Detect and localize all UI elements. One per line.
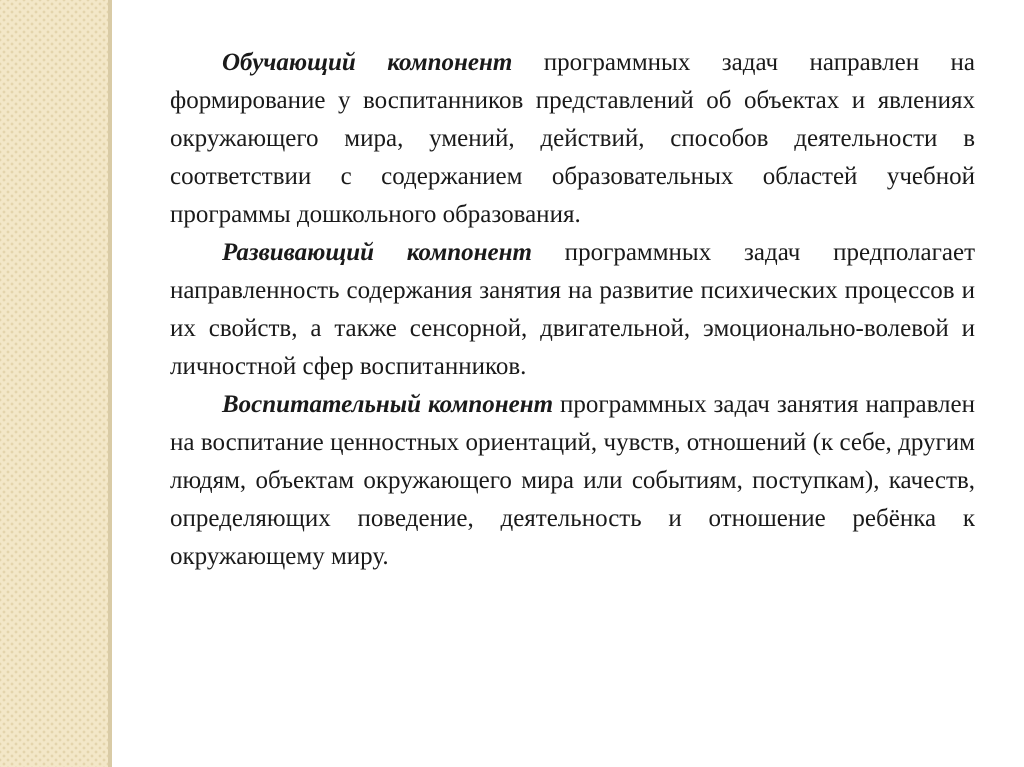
paragraph-text: программных задач предполагает направленность содержания занятия на развитие психических процессов и их свойств, а также сенсорной, двигательной, эмоционально-волевой и личностной сфер воспитанников. (170, 239, 976, 380)
term-learning-component: Обучающий компонент (222, 49, 513, 76)
paragraph-learning-component (170, 44, 975, 234)
paragraph-text: программных задач направлен на формирование у воспитанников представлений об объектах и явлениях окружающего мира, умений, действий, способов деятельности в соответствии с содержанием образовательных областей учебной программы дошкольного образования. (170, 49, 975, 228)
paragraph-educational-component (170, 386, 975, 576)
slide-text-body (170, 44, 975, 576)
paragraph-text: программных задач занятия направлен на воспитание ценностных ориентаций, чувств, отношений (к себе, другим людям, объектам окружающего мира или событиям, поступкам), качеств, определяющих поведение, деятельность и отношение ребёнка к окружающему миру. (170, 391, 975, 570)
paragraph-developing-component (170, 234, 975, 386)
decorative-side-border (108, 0, 112, 767)
decorative-side-pattern (0, 0, 108, 767)
term-educational-component: Воспитательный компонент (222, 391, 554, 418)
term-developing-component: Развивающий компонент (222, 239, 532, 266)
